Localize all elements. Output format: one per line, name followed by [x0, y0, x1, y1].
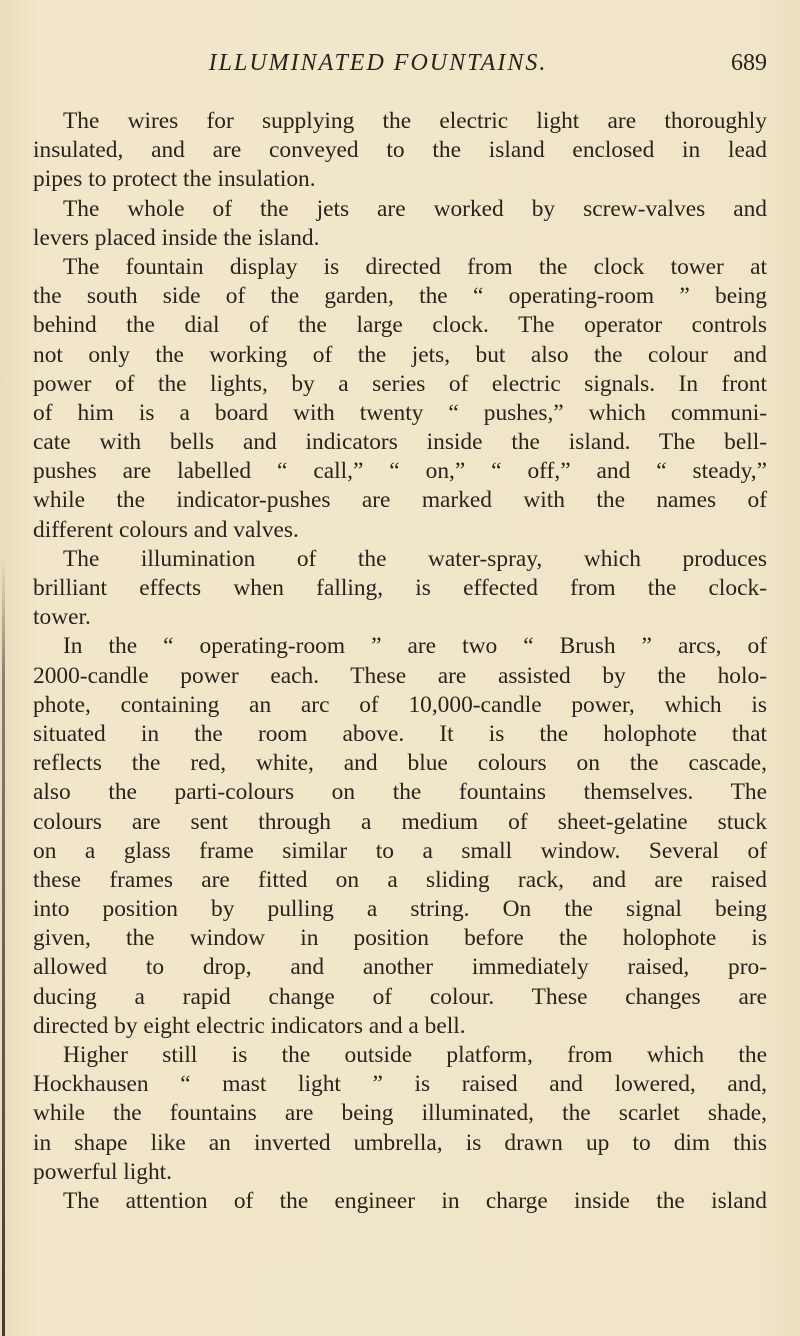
- text-line: pipes to protect the insulation.: [33, 166, 316, 193]
- running-title: ILLUMINATED FOUNTAINS.: [208, 50, 548, 76]
- text-line: of him is a board with twenty “ pushes,” which communi-: [33, 399, 767, 426]
- text-line: The wires for supplying the electric light are thoroughly: [63, 108, 767, 134]
- text-line: power of the lights, by a series of electric signals. In front: [33, 370, 767, 397]
- text-line: Higher still is the outside platform, from which the: [63, 1042, 767, 1068]
- text-line: phote, containing an arc of 10,000-candle power, which is: [33, 691, 767, 718]
- text-line: powerful light.: [33, 1158, 173, 1185]
- text-line: behind the dial of the large clock. The operator controls: [33, 312, 767, 339]
- text-line: levers placed inside the island.: [33, 224, 320, 251]
- text-line: these frames are fitted on a sliding rack, and are raised: [33, 866, 767, 893]
- text-line: brilliant effects when falling, is effected from the clock-: [33, 575, 767, 601]
- text-line: The whole of the jets are worked by screw-valves and: [63, 195, 767, 222]
- text-line: while the fountains are being illuminated, the scarlet shade,: [33, 1100, 767, 1127]
- text-line: different colours and valves.: [33, 516, 299, 543]
- text-line: tower.: [33, 604, 91, 631]
- text-line: 2000-candle power each. These are assisted by the holo-: [33, 662, 767, 689]
- page-number: 689: [731, 50, 767, 76]
- text-line: The attention of the engineer in charge inside the island: [63, 1187, 767, 1214]
- text-line: colours are sent through a medium of sheet-gelatine stuck: [33, 808, 767, 835]
- text-line: into position by pulling a string. On the signal being: [33, 896, 767, 923]
- text-line: The illumination of the water-spray, which produces: [63, 545, 767, 572]
- text-line: directed by eight electric indicators and a bell.: [33, 1012, 466, 1039]
- text-line: cate with bells and indicators inside the island. The bell-: [33, 429, 767, 456]
- text-line: In the “ operating-room ” are two “ Brush ” arcs, of: [63, 633, 767, 660]
- text-line: the south side of the garden, the “ operating-room ” being: [33, 283, 767, 310]
- text-line: Hockhausen “ mast light ” is raised and lowered, and,: [33, 1071, 767, 1098]
- text-line: The fountain display is directed from the clock tower at: [63, 253, 767, 280]
- text-line: situated in the room above. It is the holophote that: [33, 720, 767, 747]
- text-line: allowed to drop, and another immediately raised, pro-: [33, 954, 767, 981]
- text-line: in shape like an inverted umbrella, is drawn up to dim this: [33, 1129, 767, 1156]
- text-line: while the indicator-pushes are marked with the names of: [33, 487, 767, 514]
- text-line: given, the window in position before the holophote is: [33, 925, 767, 952]
- binding-edge-shadow: [2, 560, 5, 1336]
- running-head: [0, 46, 800, 86]
- text-line: pushes are labelled “ call,” “ on,” “ off,” and “ steady,”: [33, 458, 767, 485]
- text-line: ducing a rapid change of colour. These changes are: [33, 983, 767, 1010]
- text-line: insulated, and are conveyed to the island enclosed in lead: [33, 137, 767, 164]
- text-line: not only the working of the jets, but also the colour and: [33, 341, 767, 368]
- text-line: reflects the red, white, and blue colours on the cascade,: [33, 750, 767, 777]
- text-line: on a glass frame similar to a small window. Several of: [33, 837, 767, 864]
- body-text: [33, 107, 767, 1216]
- text-line: also the parti-colours on the fountains themselves. The: [33, 779, 767, 806]
